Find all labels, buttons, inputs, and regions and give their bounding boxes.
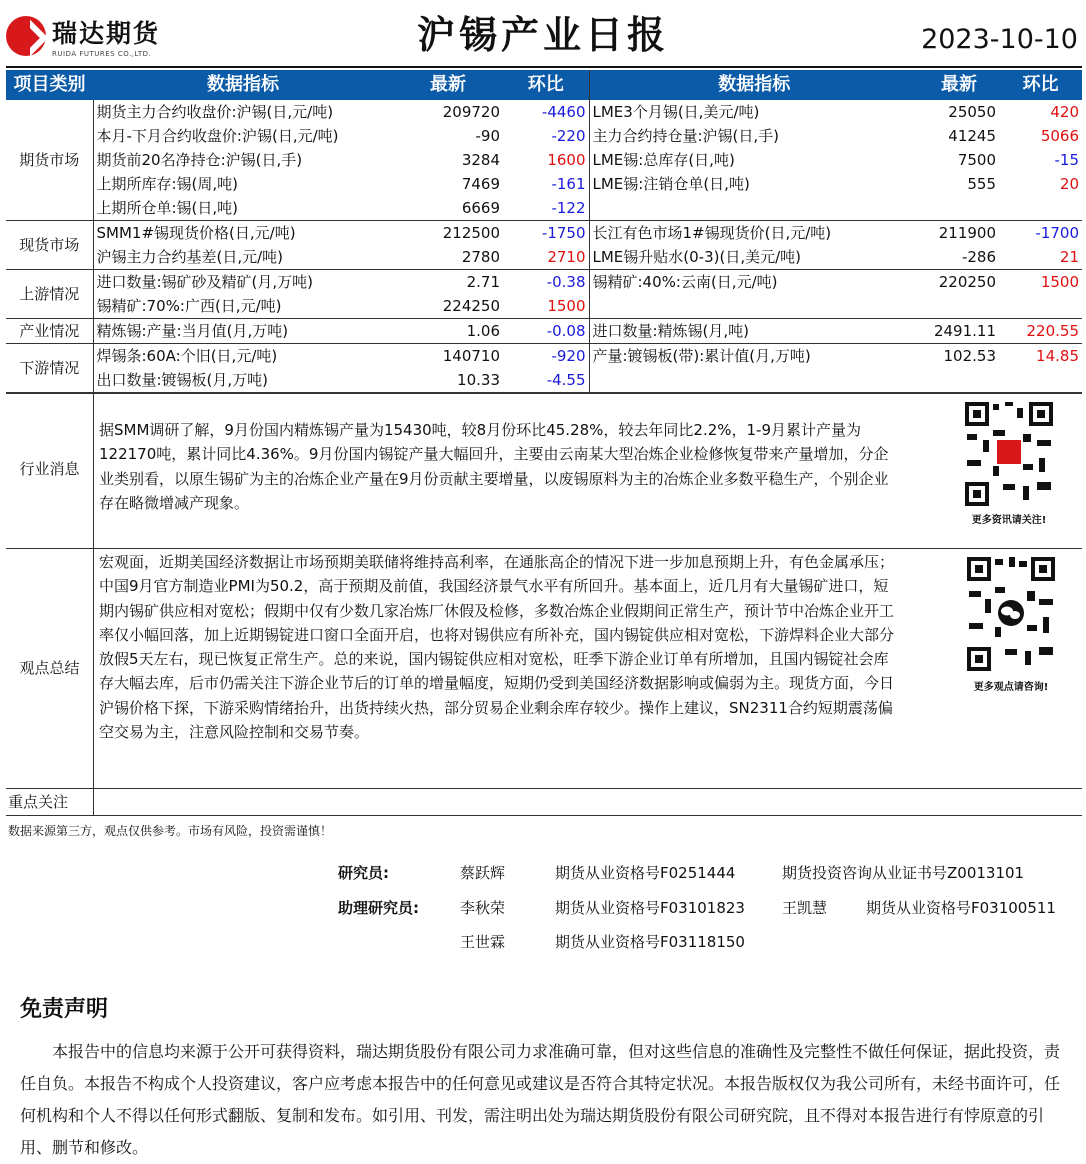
latest-value: 7500 (957, 151, 996, 169)
table-row (6, 196, 1082, 221)
researcher-name: 蔡跃辉 (460, 864, 506, 882)
assistant-qualification: 期货从业资格号F03118150 (555, 933, 745, 951)
table-row (6, 344, 1082, 369)
industry-news-label: 行业消息 (19, 460, 80, 478)
report-header (0, 0, 1086, 66)
disclaimer-title: 免责声明 (20, 997, 109, 1022)
industry-news-text: 据SMM调研了解，9月份国内精炼锡产量为15430吨，较8月份环比45.28%，较去年同比2.2%，1-9月累计产量为122170吨，累计同比4.36%。9月份国内锡锭产量大幅回升，主要由云南某大型冶炼企业检修恢复带来产量增加，分企业类别看，以原生锡矿为主的冶炼企业产量在9月份贡献主要增量，以废锡原料为主的冶炼企业多数平稳生产，个别企业存在略微增减产现象。 (99, 421, 889, 512)
latest-value: 224250 (393, 294, 503, 319)
category-cell: 上游情况 (6, 270, 93, 319)
assistant-qualification: 期货从业资格号F03101823 (555, 899, 745, 917)
indicator-name (589, 294, 919, 319)
change-value (999, 368, 1082, 393)
indicator-name: LME锡:总库存(日,吨) (589, 148, 919, 172)
indicator-name (589, 368, 919, 393)
table-row (6, 124, 1082, 148)
view-qr (946, 555, 1076, 693)
assistant-label: 助理研究员: (338, 899, 419, 917)
indicator-name: 精炼锡:产量:当月值(月,万吨) (93, 319, 393, 344)
change-value: -1700 (1035, 224, 1079, 242)
change-value: 20 (1059, 175, 1079, 193)
change-value: -161 (551, 175, 586, 193)
focus-label: 重点关注 (8, 793, 69, 811)
table-row (6, 148, 1082, 172)
change-value: -220 (551, 127, 586, 145)
indicator-name: 期货前20名净持仓:沪锡(日,手) (96, 151, 303, 169)
category-cell: 下游情况 (6, 344, 93, 393)
table-row (6, 172, 1082, 196)
category-cell: 期货市场 (6, 100, 93, 221)
change-value: 1500 (1040, 273, 1079, 291)
change-value: 220.55 (999, 319, 1082, 344)
indicator-name: 上期所库存:锡(周,吨) (96, 175, 239, 193)
indicator-name: 锡精矿:40%:云南(日,元/吨) (589, 270, 919, 295)
qr-code-icon (963, 400, 1055, 508)
table-header-cell: 项目类别 (6, 70, 93, 100)
researcher-qualification: 期货从业资格号F0251444 (555, 864, 736, 882)
latest-value: 2.71 (466, 273, 500, 291)
assistant-qualification: 期货从业资格号F03100511 (866, 899, 1056, 917)
researcher-consult-cert: 期货投资咨询从业证书号Z0013101 (782, 864, 1025, 882)
change-value: -15 (1054, 151, 1079, 169)
table-header-cell: 最新 (919, 70, 999, 100)
table-row (6, 245, 1082, 270)
view-qr-caption: 更多观点请咨询! (973, 682, 1049, 693)
latest-value (919, 368, 999, 393)
report-date: 2023-10-10 (921, 24, 1078, 55)
indicator-name: SMM1#锡现货价格(日,元/吨) (96, 224, 296, 242)
indicator-name: 产量:镀锡板(带):累计值(月,万吨) (589, 344, 919, 369)
table-row (6, 294, 1082, 319)
indicator-name: 主力合约持仓量:沪锡(日,手) (589, 124, 919, 148)
latest-value: 555 (967, 175, 996, 193)
assistant-name: 王凯慧 (782, 899, 828, 917)
table-row (6, 270, 1082, 295)
change-value: -1750 (541, 224, 586, 242)
indicator-name: 焊锡条:60A:个旧(日,元/吨) (96, 347, 278, 365)
latest-value: 25050 (948, 103, 996, 121)
qr-code-icon (965, 555, 1057, 675)
industry-qr (944, 400, 1074, 526)
latest-value: 7469 (461, 175, 500, 193)
indicator-name: 本月-下月合约收盘价:沪锡(日,元/吨) (96, 127, 339, 145)
change-value: -122 (503, 196, 589, 221)
latest-value: 10.33 (393, 368, 503, 393)
indicator-name: 期货主力合约收盘价:沪锡(日,元/吨) (96, 103, 334, 121)
latest-value: -286 (919, 245, 999, 270)
logo-en: RUIDA FUTURES CO.,LTD. (52, 50, 152, 58)
data-source-note: 数据来源第三方，观点仅供参考。市场有风险，投资需谨慎！ (8, 824, 333, 838)
change-value: -4460 (541, 103, 586, 121)
data-table (6, 70, 1082, 393)
report-title: 沪锡产业日报 (416, 13, 669, 57)
category-cell: 现货市场 (6, 221, 93, 270)
table-row (6, 368, 1082, 393)
indicator-name: LME锡升贴水(0-3)(日,美元/吨) (589, 245, 919, 270)
latest-value (919, 196, 999, 221)
assistant-name: 王世霖 (460, 933, 506, 951)
table-header-cell: 数据指标 (589, 70, 919, 100)
change-value: 1600 (547, 151, 586, 169)
latest-value: -90 (475, 127, 500, 145)
latest-value: 2491.11 (919, 319, 999, 344)
table-header-cell: 环比 (503, 70, 589, 100)
view-summary-section (6, 548, 1082, 789)
change-value (999, 196, 1082, 221)
change-value (999, 294, 1082, 319)
category-cell: 产业情况 (6, 319, 93, 344)
change-value: -0.38 (546, 273, 586, 291)
indicator-name: 上期所仓单:锡(日,吨) (93, 196, 393, 221)
indicator-name: 沪锡主力合约基差(日,元/吨) (93, 245, 393, 270)
latest-value: 220250 (938, 273, 996, 291)
change-value: -4.55 (503, 368, 589, 393)
change-value: 420 (1050, 103, 1079, 121)
indicator-name: LME3个月锡(日,美元/吨) (589, 100, 919, 124)
latest-value: 211900 (938, 224, 996, 242)
header-divider (6, 66, 1082, 68)
researcher-label: 研究员: (338, 864, 389, 882)
table-row (6, 221, 1082, 246)
change-value: -920 (551, 347, 586, 365)
change-value: 5066 (1040, 127, 1079, 145)
view-summary-label: 观点总结 (19, 659, 80, 677)
table-row (6, 100, 1082, 124)
latest-value: 140710 (442, 347, 500, 365)
latest-value (919, 294, 999, 319)
latest-value: 6669 (393, 196, 503, 221)
change-value: 1500 (503, 294, 589, 319)
indicator-name: 锡精矿:70%:广西(日,元/吨) (93, 294, 393, 319)
view-summary-text: 宏观面，近期美国经济数据让市场预期美联储将维持高利率，在通胀高企的情况下进一步加息预期上升，有色金属承压；中国9月官方制造业PMI为50.2，高于预期及前值，我国经济景气水平有所回升。基本面上，近几月有大量锡矿进口，短期内锡矿供应相对宽松；假期中仅有少数几家冶炼厂休假及检修，多数冶炼企业假期间正常生产，预计节中冶炼企业开工率仅小幅回落，加上近期锡锭进口窗口全面开启，也将对锡供应有所补充，国内锡锭供应相对宽松，下游焊料企业大部分放假5天左右，现已恢复正常生产。总的来说，国内锡锭供应相对宽松，旺季下游企业订单有所增加，且国内锡锭社会库存大幅去库，后市仍需关注下游企业节后的订单的增量幅度，短期仍受到美国经济数据影响或偏弱为主。现货方面，今日沪锡价格下探，下游采购情绪抬升，出货持续火热，部分贸易企业剩余库存较少。操作上建议，SN2311合约短期震荡偏空交易为主，注意风险控制和交易节奏。 (99, 553, 895, 742)
table-header-cell: 数据指标 (93, 70, 393, 100)
indicator-name: 进口数量:锡矿砂及精矿(月,万吨) (96, 273, 314, 291)
indicator-name: 长江有色市场1#锡现货价(日,元/吨) (589, 221, 919, 246)
focus-section (6, 788, 1082, 816)
assistant-name: 李秋荣 (460, 899, 506, 917)
change-value: 21 (999, 245, 1082, 270)
latest-value: 209720 (442, 103, 500, 121)
logo-cn: 瑞达期货 (52, 19, 161, 48)
indicator-name: LME锡:注销仓单(日,吨) (589, 172, 919, 196)
indicator-name: 进口数量:精炼锡(月,吨) (589, 319, 919, 344)
latest-value: 102.53 (943, 347, 996, 365)
table-header-cell: 最新 (393, 70, 503, 100)
latest-value: 41245 (948, 127, 996, 145)
change-value: 14.85 (1036, 347, 1079, 365)
industry-news-section (6, 393, 1082, 549)
latest-value: 212500 (442, 224, 500, 242)
latest-value: 2780 (393, 245, 503, 270)
indicator-name: 出口数量:镀锡板(月,万吨) (93, 368, 393, 393)
latest-value: 3284 (461, 151, 500, 169)
change-value: 2710 (503, 245, 589, 270)
indicator-name (589, 196, 919, 221)
disclaimer-text: 本报告中的信息均来源于公开可获得资料，瑞达期货股份有限公司力求准确可靠，但对这些信息的准确性及完整性不做任何保证，据此投资，责任自负。本报告不构成个人投资建议，客户应考虑本报告中的任何意见或建议是否符合其特定状况。本报告版权仅为我公司所有，未经书面许可，任何机构和个人不得以任何形式翻版、复制和发布。如引用、刊发，需注明出处为瑞达期货股份有限公司研究院，且不得对本报告进行有悖原意的引用、删节和修改。 (20, 1042, 1061, 1157)
industry-qr-caption: 更多资讯请关注! (971, 515, 1047, 526)
table-row (6, 319, 1082, 344)
change-value: -0.08 (503, 319, 589, 344)
latest-value: 1.06 (393, 319, 503, 344)
table-header-cell: 环比 (999, 70, 1082, 100)
